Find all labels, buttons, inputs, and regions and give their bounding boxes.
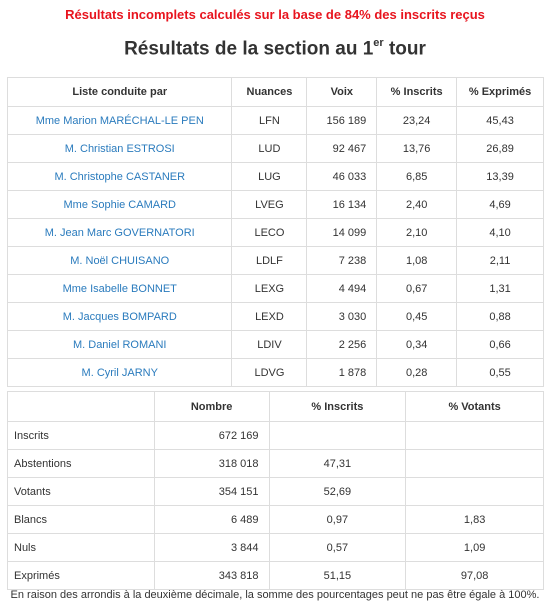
summary-row [8,562,544,590]
pct-inscrits-cell: 0,34 [377,331,457,359]
voix-cell: 14 099 [307,219,377,247]
summary-row [8,422,544,450]
nombre-cell: 672 169 [154,422,269,450]
list-leader-link[interactable]: Mme Marion MARÉCHAL-LE PEN [8,107,232,135]
rounding-footnote: En raison des arrondis à la deuxième décimale, la somme des pourcentages peut ne pas être égale à 100%. [10,589,540,601]
header-nombre: Nombre [154,392,269,422]
voix-cell: 92 467 [307,135,377,163]
pct-exprimes-cell: 1,31 [457,275,544,303]
voix-cell: 3 030 [307,303,377,331]
title-superscript: er [373,37,384,49]
list-leader-link[interactable]: Mme Sophie CAMARD [8,191,232,219]
nuance-cell: LUG [232,163,307,191]
incomplete-results-warning: Résultats incomplets calculés sur la base de 84% des inscrits reçus [65,7,485,22]
nuance-cell: LVEG [232,191,307,219]
page-title [0,38,550,60]
list-leader-link[interactable]: M. Christophe CASTANER [8,163,232,191]
pct-votants-cell [406,450,544,478]
nombre-cell: 354 151 [154,478,269,506]
pct-inscrits-cell: 52,69 [269,478,406,506]
summary-label-cell: Inscrits [8,422,155,450]
header-pct-exprimes: % Exprimés [457,78,544,107]
nombre-cell: 3 844 [154,534,269,562]
nombre-cell: 6 489 [154,506,269,534]
pct-votants-cell: 1,09 [406,534,544,562]
nuance-cell: LFN [232,107,307,135]
summary-row [8,450,544,478]
list-row [8,107,544,135]
pct-inscrits-cell: 13,76 [377,135,457,163]
voix-cell: 7 238 [307,247,377,275]
pct-inscrits-cell: 0,28 [377,359,457,387]
pct-inscrits-cell: 0,57 [269,534,406,562]
pct-inscrits-cell: 2,40 [377,191,457,219]
voix-cell: 46 033 [307,163,377,191]
summary-label-cell: Votants [8,478,155,506]
pct-inscrits-cell: 0,97 [269,506,406,534]
nuance-cell: LEXD [232,303,307,331]
pct-inscrits-cell [269,422,406,450]
list-leader-link[interactable]: M. Daniel ROMANI [8,331,232,359]
pct-votants-cell [406,422,544,450]
summary-table [7,391,544,590]
list-row [8,359,544,387]
pct-inscrits-cell: 0,45 [377,303,457,331]
list-row [8,247,544,275]
header-pct-votants: % Votants [406,392,544,422]
pct-inscrits-cell: 1,08 [377,247,457,275]
summary-label-cell: Abstentions [8,450,155,478]
header-pct-inscrits: % Inscrits [269,392,406,422]
list-row [8,303,544,331]
voix-cell: 1 878 [307,359,377,387]
pct-inscrits-cell: 23,24 [377,107,457,135]
list-leader-link[interactable]: M. Christian ESTROSI [8,135,232,163]
pct-inscrits-cell: 6,85 [377,163,457,191]
pct-exprimes-cell: 0,55 [457,359,544,387]
summary-label-cell: Nuls [8,534,155,562]
summary-label-cell: Blancs [8,506,155,534]
nuance-cell: LUD [232,135,307,163]
header-empty [8,392,155,422]
header-pct-inscrits: % Inscrits [377,78,457,107]
nuance-cell: LEXG [232,275,307,303]
header-nuances: Nuances [232,78,307,107]
summary-row [8,534,544,562]
summary-row [8,478,544,506]
voix-cell: 4 494 [307,275,377,303]
pct-inscrits-cell: 2,10 [377,219,457,247]
nuance-cell: LECO [232,219,307,247]
pct-exprimes-cell: 2,11 [457,247,544,275]
pct-votants-cell: 1,83 [406,506,544,534]
voix-cell: 16 134 [307,191,377,219]
list-leader-link[interactable]: M. Jacques BOMPARD [8,303,232,331]
lists-results-table [7,77,544,387]
summary-header-row [8,392,544,422]
voix-cell: 156 189 [307,107,377,135]
list-row [8,275,544,303]
pct-inscrits-cell: 47,31 [269,450,406,478]
header-list-leader: Liste conduite par [8,78,232,107]
pct-exprimes-cell: 0,66 [457,331,544,359]
nuance-cell: LDVG [232,359,307,387]
nombre-cell: 343 818 [154,562,269,590]
pct-inscrits-cell: 0,67 [377,275,457,303]
list-leader-link[interactable]: M. Jean Marc GOVERNATORI [8,219,232,247]
list-row [8,191,544,219]
nuance-cell: LDIV [232,331,307,359]
list-row [8,331,544,359]
pct-votants-cell [406,478,544,506]
list-leader-link[interactable]: Mme Isabelle BONNET [8,275,232,303]
title-main: Résultats de la section au 1 [124,38,374,60]
pct-exprimes-cell: 13,39 [457,163,544,191]
list-row [8,219,544,247]
pct-inscrits-cell: 51,15 [269,562,406,590]
voix-cell: 2 256 [307,331,377,359]
list-leader-link[interactable]: M. Cyril JARNY [8,359,232,387]
header-voix: Voix [307,78,377,107]
pct-exprimes-cell: 0,88 [457,303,544,331]
list-row [8,135,544,163]
pct-exprimes-cell: 26,89 [457,135,544,163]
summary-label-cell: Exprimés [8,562,155,590]
nuance-cell: LDLF [232,247,307,275]
title-suffix: tour [383,38,426,60]
list-row [8,163,544,191]
pct-exprimes-cell: 45,43 [457,107,544,135]
list-leader-link[interactable]: M. Noël CHUISANO [8,247,232,275]
lists-header-row [8,78,544,107]
pct-votants-cell: 97,08 [406,562,544,590]
summary-row [8,506,544,534]
pct-exprimes-cell: 4,69 [457,191,544,219]
pct-exprimes-cell: 4,10 [457,219,544,247]
nombre-cell: 318 018 [154,450,269,478]
